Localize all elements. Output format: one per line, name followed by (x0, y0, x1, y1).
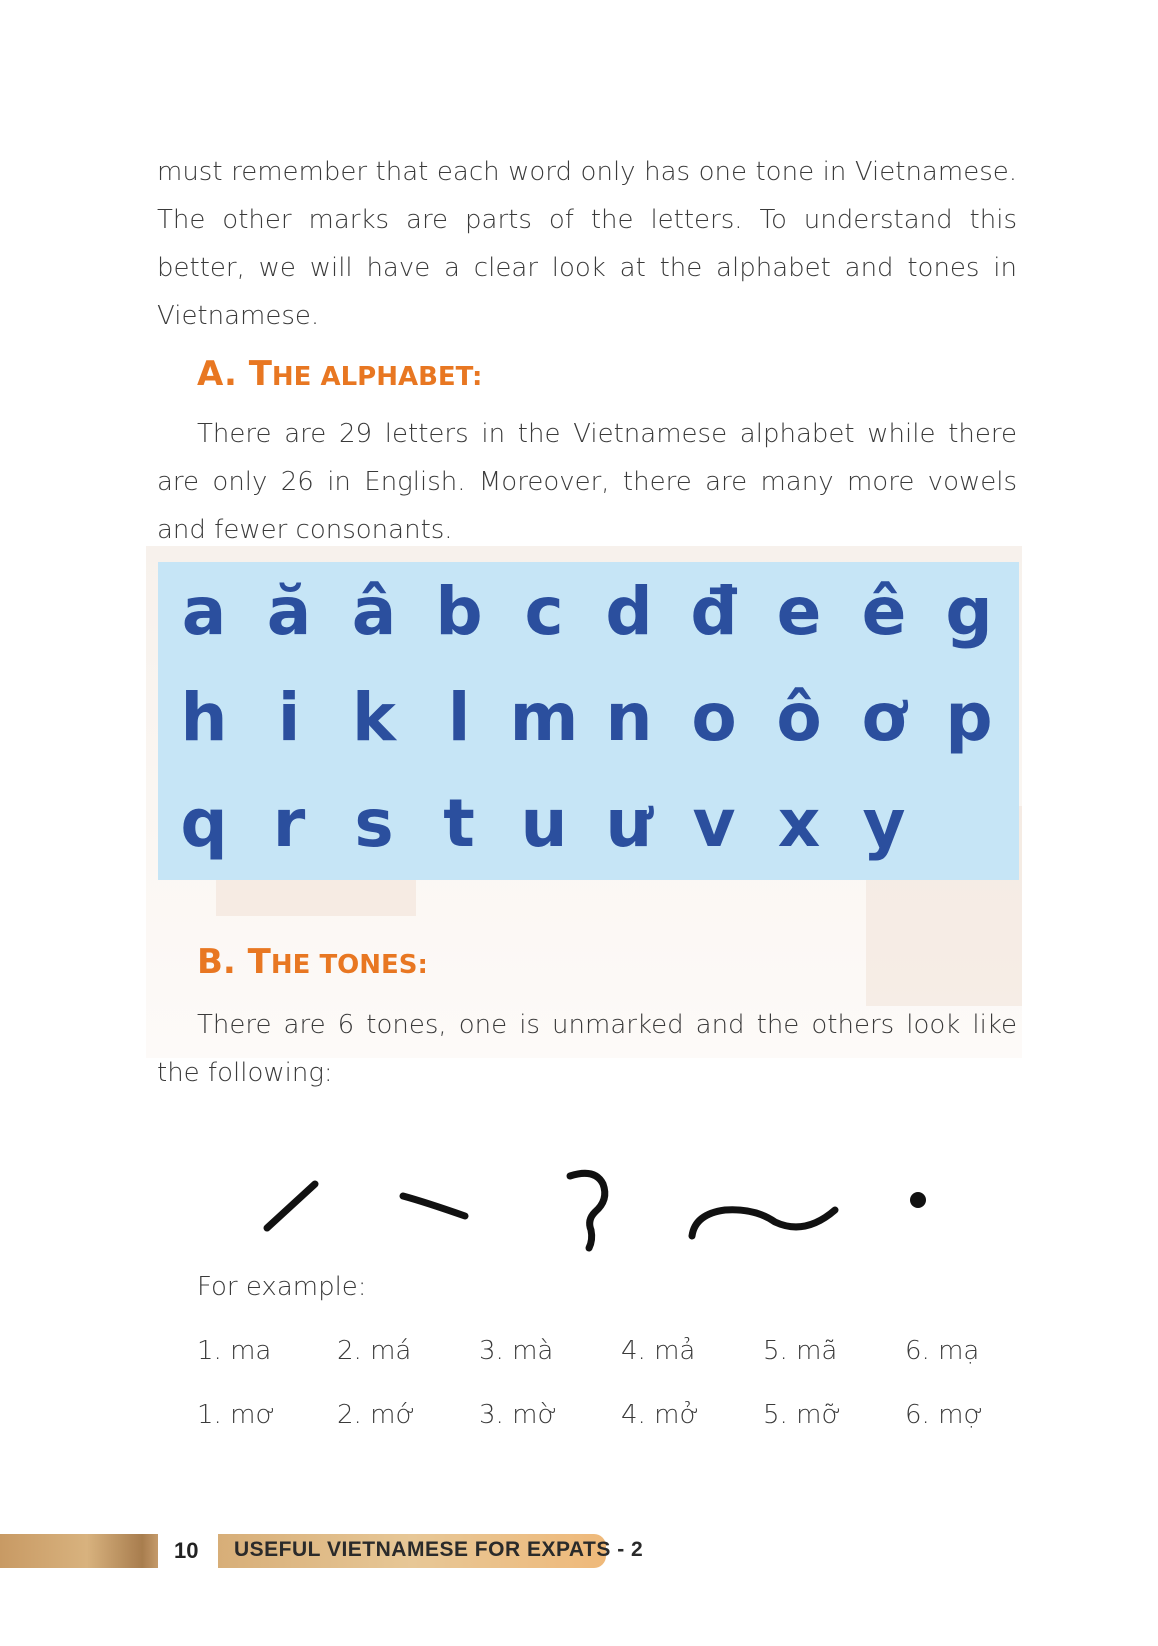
alphabet-letter: u (520, 785, 568, 862)
hook-mark-icon (570, 1173, 605, 1248)
section-a-paragraph: There are 29 letters in the Vietnamese alphabet while there are only 26 in English. Moreover, there are many more vowels and fewer consonants. (157, 419, 1017, 545)
example-row-mo (197, 1400, 1057, 1440)
example-item: 3. mà (479, 1336, 554, 1366)
example-item: 3. mờ (479, 1400, 558, 1430)
example-item: 4. mả (621, 1336, 696, 1366)
example-item: 6. mạ (905, 1336, 980, 1366)
section-b-heading (197, 942, 428, 982)
footer-decor-bar (0, 1534, 158, 1568)
alphabet-letter: h (180, 679, 228, 756)
page-number: 10 (174, 1538, 199, 1563)
example-item: 5. mỡ (763, 1400, 842, 1430)
footer-title-box (218, 1534, 644, 1568)
alphabet-row-1 (158, 562, 1019, 668)
section-a-heading-rest: HE ALPHABET: (271, 362, 483, 392)
alphabet-letter: y (862, 785, 906, 862)
example-label: For example: (197, 1272, 367, 1302)
footer-book-title: USEFUL VIETNAMESE FOR EXPATS - 2 (234, 1538, 644, 1561)
alphabet-letter: o (691, 679, 737, 756)
alphabet-table (158, 562, 1019, 880)
alphabet-letter: g (945, 573, 993, 650)
tone-marks (255, 1150, 945, 1260)
intro-paragraph: must remember that each word only has one tone in Vietnamese. The other marks are parts of the letters. To understand this better, we will have a clear look at the alphabet and tones in Vietnamese. (157, 157, 1017, 331)
dot-mark-icon (910, 1192, 926, 1208)
tilde-mark-icon (692, 1210, 835, 1236)
example-item: 5. mã (763, 1336, 838, 1366)
acute-mark-icon (267, 1184, 315, 1228)
example-row-ma (197, 1336, 1057, 1376)
alphabet-letter: n (605, 679, 653, 756)
alphabet-letter: ô (776, 679, 822, 756)
alphabet-letter: ơ (861, 679, 907, 756)
alphabet-letter: â (351, 573, 397, 650)
alphabet-letter: d (605, 573, 653, 650)
alphabet-row-2 (158, 668, 1019, 774)
alphabet-letter: t (443, 785, 475, 862)
section-a-heading (197, 354, 482, 394)
example-item: 2. má (337, 1336, 412, 1366)
alphabet-letter: x (777, 785, 821, 862)
alphabet-letter: p (945, 679, 993, 756)
alphabet-letter: ư (605, 785, 653, 862)
section-b-paragraph: There are 6 tones, one is unmarked and the others look like the following: (157, 1010, 1017, 1088)
alphabet-letter: a (181, 573, 227, 650)
section-a-heading-prefix: A. T (197, 354, 272, 394)
alphabet-row-3 (158, 774, 1019, 880)
alphabet-letter: k (352, 679, 396, 756)
alphabet-letter: q (180, 785, 228, 862)
grave-mark-icon (403, 1196, 465, 1216)
alphabet-letter: i (277, 679, 301, 756)
section-b-heading-prefix: B. T (197, 942, 271, 982)
alphabet-letter: đ (690, 573, 738, 650)
example-item: 6. mợ (905, 1400, 984, 1430)
alphabet-letter: m (509, 679, 579, 756)
alphabet-letter: v (692, 785, 736, 862)
example-item: 2. mớ (337, 1400, 416, 1430)
alphabet-letter: r (272, 785, 306, 862)
example-item: 1. ma (197, 1336, 272, 1366)
example-item: 4. mở (621, 1400, 700, 1430)
section-b-heading-rest: HE TONES: (270, 950, 428, 980)
alphabet-letter: s (354, 785, 394, 862)
alphabet-letter: e (776, 573, 822, 650)
alphabet-letter: ă (266, 573, 312, 650)
alphabet-letter: l (447, 679, 471, 756)
alphabet-letter: c (524, 573, 564, 650)
example-item: 1. mơ (197, 1400, 276, 1430)
alphabet-letter: b (435, 573, 483, 650)
alphabet-letter: ê (861, 573, 907, 650)
